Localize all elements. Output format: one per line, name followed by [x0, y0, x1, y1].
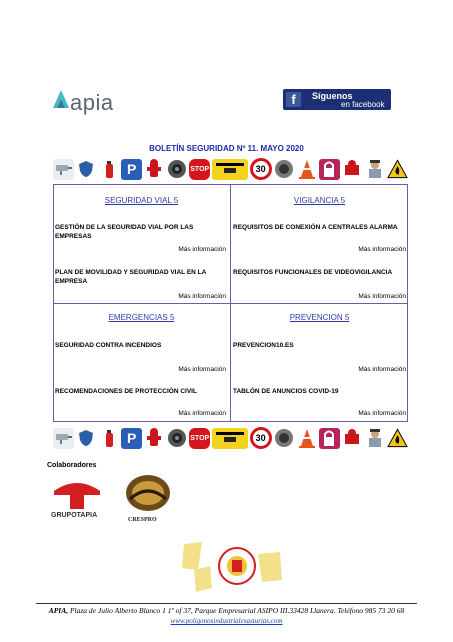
bulletin-title: BOLETÍN SEGURIDAD Nº 11. MAYO 2020 [149, 144, 304, 153]
facebook-line1: Síguenos [312, 91, 353, 101]
icon-strip-top [53, 156, 408, 182]
facebook-line2: en facebook [341, 100, 385, 109]
grupo-tapia-logo[interactable] [52, 477, 102, 511]
camera-dome-icon [273, 159, 294, 180]
section-title-seguridad-vial[interactable]: SEGURIDAD VIAL 5 [104, 196, 179, 205]
guard-icon [364, 159, 385, 180]
surveillance-sign-icon [212, 159, 248, 180]
fire-hydrant-icon [144, 159, 165, 180]
item-requisitos-videovigilancia[interactable]: REQUISITOS FUNCIONALES DE VIDEOVIGILANCIA [233, 269, 393, 276]
fire-warning-icon [387, 428, 408, 449]
more-info-link[interactable]: Más información [178, 246, 226, 253]
icon-strip-bottom [53, 425, 408, 451]
item-gestion-seguridad-vial[interactable]: GESTIÓN DE LA SEGURIDAD VIAL POR LAS EMPRESAS [55, 224, 194, 240]
stop-sign-icon: STOP [189, 159, 210, 180]
footer-rule [36, 603, 417, 604]
footer-website-link[interactable]: www.poligonosindustrialesasturias.com [170, 617, 283, 625]
padlock-icon [319, 159, 340, 180]
shield-icon [76, 159, 97, 180]
speed-limit-icon: 30 [250, 427, 272, 449]
footer-address-text: Plaza de Julio Alberto Blanco 1 1º of 37, Parque Empresarial ASIPO III.33428 Llanera. [69, 606, 336, 615]
more-info-link[interactable]: Más información [358, 366, 406, 373]
table-divider-horizontal [53, 303, 408, 304]
fire-extinguisher-icon [98, 428, 119, 449]
crespro-logo[interactable] [124, 473, 172, 515]
section-title-prevencion[interactable]: PREVENCION 5 [289, 313, 350, 322]
more-info-link[interactable]: Más información [178, 410, 226, 417]
cctv-icon [53, 159, 74, 180]
shield-icon [76, 428, 97, 449]
item-proteccion-civil[interactable]: RECOMENDACIONES DE PROTECCIÓN CIVIL [55, 388, 197, 395]
item-tablon-covid[interactable]: TABLÓN DE ANUNCIOS COVID-19 [233, 388, 339, 395]
surveillance-sign-icon [212, 428, 248, 449]
item-plan-movilidad[interactable]: PLAN DE MOVILIDAD Y SEGURIDAD VIAL EN LA EMPRESA [55, 269, 207, 285]
padlock-icon [319, 428, 340, 449]
parque-empresarial-emblem [180, 540, 290, 596]
apia-brand: apia [70, 90, 114, 115]
facebook-icon: f [286, 92, 301, 107]
stop-sign-icon: STOP [189, 428, 210, 449]
camera-dome-icon [167, 159, 188, 180]
fire-extinguisher-icon [98, 159, 119, 180]
speed-limit-icon: 30 [250, 158, 272, 180]
fire-truck-icon [341, 159, 362, 180]
cctv-icon [53, 428, 74, 449]
facebook-follow-button[interactable] [283, 89, 391, 110]
collaborators-label: Colaboradores [47, 462, 97, 469]
item-prevencion10[interactable]: PREVENCION10.ES [233, 342, 294, 349]
more-info-link[interactable]: Más información [178, 366, 226, 373]
parking-icon: P [121, 159, 142, 180]
item-seguridad-incendios[interactable]: SEGURIDAD CONTRA INCENDIOS [55, 342, 162, 349]
footer-brand: APIA, [48, 606, 69, 615]
crespro-name: CRESPRO [128, 517, 157, 523]
guard-icon [364, 428, 385, 449]
section-title-vigilancia[interactable]: VIGILANCIA 5 [293, 196, 346, 205]
camera-dome-icon [167, 428, 188, 449]
fire-warning-icon [387, 159, 408, 180]
traffic-cone-icon [296, 159, 317, 180]
more-info-link[interactable]: Más información [358, 246, 406, 253]
more-info-link[interactable]: Más información [178, 293, 226, 300]
apia-logo-icon [52, 88, 70, 112]
traffic-cone-icon [296, 428, 317, 449]
camera-dome-icon [273, 428, 294, 449]
more-info-link[interactable]: Más información [358, 293, 406, 300]
fire-hydrant-icon [144, 428, 165, 449]
more-info-link[interactable]: Más información [358, 410, 406, 417]
grupo-tapia-name: GRUPOTAPIA [51, 512, 98, 519]
fire-truck-icon [341, 428, 362, 449]
footer-address [0, 606, 453, 615]
item-requisitos-conexion[interactable]: REQUISITOS DE CONEXIÓN A CENTRALES ALARMA [233, 224, 398, 231]
parking-icon: P [121, 428, 142, 449]
footer-phone: Teléfono 985 73 20 68 [337, 606, 405, 615]
section-title-emergencias[interactable]: EMERGENCIAS 5 [108, 313, 175, 322]
